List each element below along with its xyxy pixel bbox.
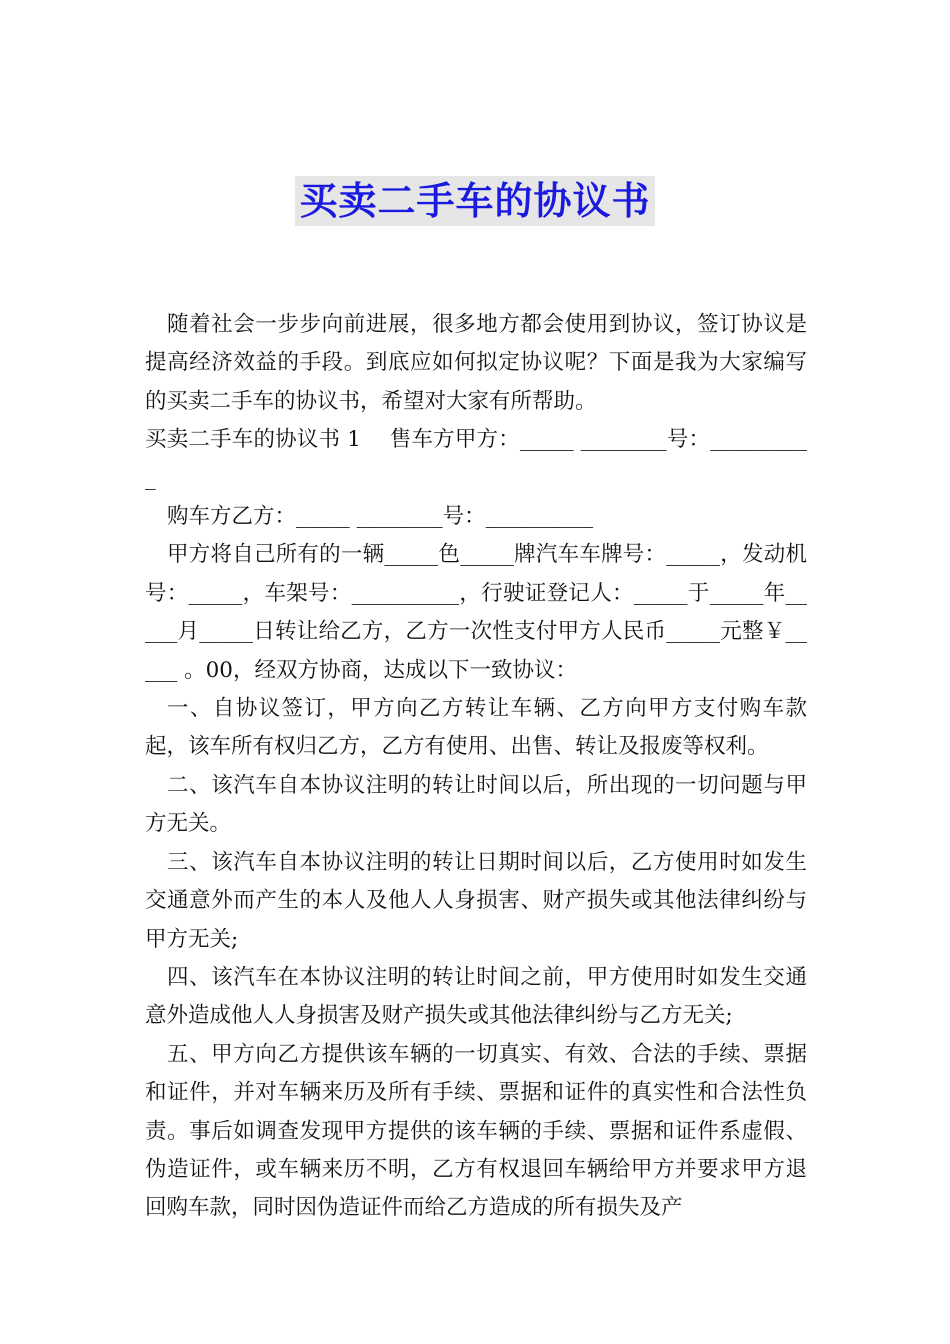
document-title: 买卖二手车的协议书 [295, 176, 654, 226]
paragraph-clause-1: 一、自协议签订，甲方向乙方转让车辆、乙方向甲方支付购车款起，该车所有权归乙方，乙方有使用、出售、转让及报废等权利。 [145, 696, 807, 760]
paragraph-buyer: 购车方乙方：_____ ________号：__________ [167, 504, 594, 530]
title-container [0, 176, 950, 226]
paragraph-seller: 买卖二手车的协议书 1 售车方甲方：_____ ________号：__________ [145, 427, 807, 491]
paragraph-intro: 随着社会一步步向前进展，很多地方都会使用到协议，签订协议是提高经济效益的手段。到底应如何拟定协议呢？下面是我为大家编写的买卖二手车的协议书，希望对大家有所帮助。 [145, 312, 807, 414]
paragraph-clause-3: 三、该汽车自本协议注明的转让日期时间以后，乙方使用时如发生交通意外而产生的本人及他人人身损害、财产损失或其他法律纠纷与甲方无关; [145, 849, 807, 952]
paragraph-clause-2: 二、该汽车自本协议注明的转让时间以后，所出现的一切问题与甲方无关。 [145, 772, 807, 837]
document-body [145, 306, 807, 1228]
paragraph-clause-4: 四、该汽车在本协议注明的转让时间之前，甲方使用时如发生交通意外造成他人人身损害及财产损失或其他法律纠纷与乙方无关; [145, 964, 807, 1029]
paragraph-vehicle-details: 甲方将自己所有的一辆_____色_____牌汽车车牌号：_____，发动机号：_____，车架号：__________，行驶证登记人：_____于_____年_____月_____日转让给乙方，乙方一次性支付甲方人民币_____元整￥_____ 。00，经双方协商，达成以下一致协议： [145, 542, 807, 683]
paragraph-clause-5: 五、甲方向乙方提供该车辆的一切真实、有效、合法的手续、票据和证件，并对车辆来历及所有手续、票据和证件的真实性和合法性负责。事后如调查发现甲方提供的该车辆的手续、票据和证件系虚假、伪造证件，或车辆来历不明，乙方有权退回车辆给甲方并要求甲方退回购车款，同时因伪造证件而给乙方造成的所有损失及产 [145, 1041, 807, 1221]
